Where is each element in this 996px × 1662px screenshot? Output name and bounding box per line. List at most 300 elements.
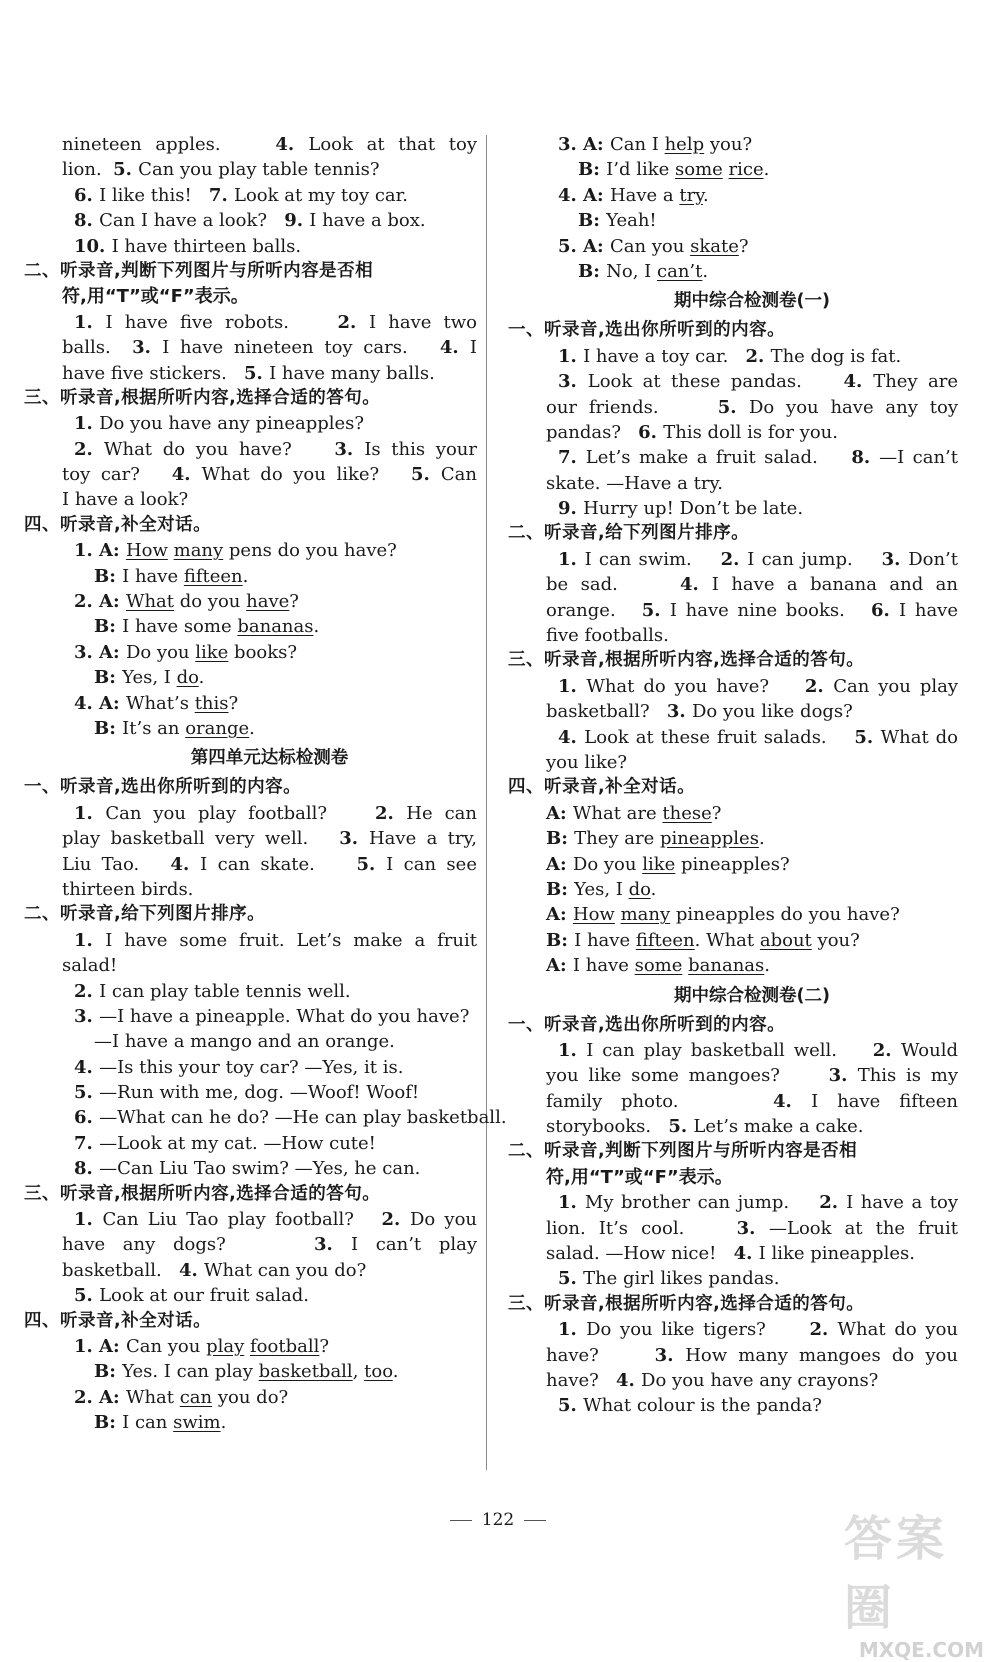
item-line	[546, 234, 958, 259]
text-line	[546, 1216, 958, 1241]
text-span: I have a banana and an	[711, 574, 958, 596]
text-span: .	[392, 1361, 399, 1383]
text-line	[62, 826, 477, 851]
text-line	[62, 1232, 477, 1257]
text-span: 期中综合检测卷(一)	[674, 291, 830, 312]
item-number: 1.	[558, 1039, 587, 1061]
item-number: 2.	[720, 548, 748, 570]
item-number: 4.	[680, 574, 712, 596]
item-line	[62, 691, 477, 716]
text-span: 四、听录音,补全对话。	[508, 777, 696, 798]
text-span: Do you have any toy	[748, 396, 958, 418]
answer-blank: try	[679, 184, 703, 206]
text-span: you like?	[546, 751, 628, 773]
text-span: lion. It’s cool.	[546, 1217, 737, 1239]
text-span: —Look at the fruit	[768, 1217, 958, 1239]
text-span: 二、听录音,给下列图片排序。	[24, 904, 266, 925]
text-span: basketball?	[546, 701, 667, 723]
text-span: I have many balls.	[269, 362, 435, 384]
item-line	[62, 979, 477, 1004]
text-span: you do?	[212, 1386, 289, 1408]
answer-blank: too	[364, 1361, 393, 1383]
text-span: 一、听录音,选出你所听到的内容。	[508, 1014, 786, 1035]
text-span: Do you have any crayons?	[641, 1369, 879, 1391]
text-span: I have nine books.	[669, 599, 871, 621]
text-span: ?	[289, 591, 299, 613]
dialog-line	[62, 1410, 477, 1435]
watermark-mark: 答案圈	[844, 1511, 949, 1636]
text-span: I’d like	[606, 159, 675, 181]
text-span: toy car?	[62, 464, 172, 486]
text-span: do you	[174, 591, 247, 613]
text-span: . What	[694, 929, 760, 951]
item-line	[62, 1105, 507, 1130]
text-line	[546, 1241, 958, 1266]
text-span: They are	[873, 371, 958, 393]
item-number: 5.	[558, 1268, 584, 1290]
text-span: I have	[574, 929, 636, 951]
test-title	[62, 741, 477, 775]
text-span: They are	[574, 828, 660, 850]
text-line	[546, 1343, 958, 1368]
text-span: What do	[880, 726, 958, 748]
text-line	[546, 1114, 958, 1139]
text-line	[546, 750, 958, 775]
text-span: ,	[352, 1361, 365, 1383]
text-span: Can	[440, 464, 477, 486]
item-line	[62, 1283, 477, 1308]
text-span: He can	[406, 802, 477, 824]
item-number: 9.	[558, 498, 584, 520]
watermark-logo	[844, 1500, 984, 1662]
text-span: basketball.	[62, 1259, 179, 1281]
item-number: 6.	[638, 421, 664, 443]
text-span: Let’s make a cake.	[693, 1116, 864, 1138]
item-number: 2.	[337, 311, 369, 333]
item-number: 1.	[558, 345, 584, 367]
text-span: I like this!	[99, 184, 209, 206]
dialog-line	[62, 564, 477, 589]
text-span: 二、听录音,给下列图片排序。	[508, 523, 750, 544]
item-number: 3.	[314, 1234, 352, 1256]
item-number: 4.	[74, 1056, 100, 1078]
text-span: Can you play football?	[105, 802, 375, 824]
item-line	[546, 132, 958, 157]
text-span: I have	[572, 955, 635, 977]
text-line	[546, 395, 958, 420]
text-span: —I can’t	[879, 447, 958, 469]
section-heading	[508, 1292, 958, 1317]
text-span: 三、听录音,根据所听内容,选择合适的答句。	[508, 1293, 865, 1314]
item-number: 3. A:	[558, 134, 610, 155]
section-heading	[508, 1013, 958, 1038]
text-line	[546, 1165, 958, 1190]
dialog-line	[62, 1359, 477, 1384]
item-number: 1.	[74, 802, 106, 824]
item-number: 3.	[736, 1217, 769, 1239]
text-span: I have a box.	[309, 210, 426, 232]
text-span: I have some	[122, 616, 238, 638]
text-span: Do you	[409, 1209, 477, 1231]
answer-blank: some	[675, 159, 723, 181]
text-line	[546, 1089, 958, 1114]
text-line	[546, 801, 958, 826]
item-line	[62, 1131, 477, 1156]
answer-blank: do	[176, 667, 199, 689]
answer-blank: many	[620, 904, 671, 926]
text-line	[546, 877, 958, 902]
text-span: family photo.	[546, 1090, 773, 1112]
text-span: Do you have any pineapples?	[99, 413, 365, 435]
text-line	[546, 725, 958, 750]
text-span: storybooks.	[546, 1116, 669, 1138]
text-line	[546, 623, 958, 648]
text-span: .	[313, 616, 320, 638]
answer-blank: basketball	[258, 1361, 353, 1383]
text-span: I have two	[369, 311, 477, 333]
text-line	[546, 1368, 958, 1393]
text-span: —I have a mango and an orange.	[94, 1031, 395, 1053]
item-line	[546, 183, 958, 208]
item-line	[62, 208, 477, 233]
text-span: My brother can jump.	[584, 1192, 820, 1214]
text-line	[546, 902, 958, 927]
text-span: .	[650, 878, 657, 900]
item-line	[62, 183, 477, 208]
text-span: I have some fruit. Let’s make a fruit	[105, 929, 477, 951]
answer-blank: can	[179, 1386, 213, 1408]
text-line	[62, 801, 477, 826]
text-line	[546, 1038, 958, 1063]
text-span: I have thirteen balls.	[111, 235, 302, 257]
item-line	[546, 496, 958, 521]
text-span: I have nineteen toy cars.	[162, 337, 440, 359]
text-line	[62, 953, 477, 978]
answer-blank: bananas	[237, 616, 314, 638]
text-span: .	[198, 667, 205, 689]
item-number: 1.	[558, 548, 585, 570]
text-line	[546, 1190, 958, 1215]
item-number: 2.	[381, 1209, 410, 1231]
text-span: I have a toy car.	[583, 345, 746, 367]
item-number: 8.	[851, 447, 880, 469]
item-number: B:	[546, 828, 575, 850]
item-number: 6.	[74, 1107, 100, 1129]
text-span: 第四单元达标检测卷	[190, 748, 349, 769]
left-column	[24, 132, 507, 1436]
text-span: The dog is fat.	[770, 345, 902, 367]
text-span: I can see	[386, 853, 477, 875]
text-span: be sad.	[546, 574, 680, 596]
text-span: I like pineapples.	[758, 1243, 915, 1265]
text-span: I have five robots.	[105, 311, 338, 333]
item-line	[62, 1080, 477, 1105]
item-number: 8.	[74, 210, 100, 232]
item-number: 5.	[668, 1116, 694, 1138]
text-span: I can play table tennis well.	[99, 980, 351, 1002]
text-span: Yeah!	[606, 210, 657, 232]
text-span: skate. —Have a try.	[546, 472, 723, 494]
item-number: 2. A:	[74, 1386, 126, 1408]
answer-blank: football	[250, 1335, 320, 1357]
text-span: I can	[122, 1412, 174, 1434]
text-span: you?	[704, 134, 753, 155]
answer-blank: fifteen	[183, 565, 243, 587]
text-span: I can play basketball well.	[586, 1039, 873, 1061]
item-number: 3.	[881, 548, 909, 570]
item-number: 2.	[74, 980, 100, 1002]
text-line	[62, 437, 477, 462]
text-span: Do you like dogs?	[691, 701, 853, 723]
answer-blank: do	[628, 878, 651, 900]
text-line	[62, 1258, 477, 1283]
text-span: —Can Liu Tao swim? —Yes, he can.	[99, 1158, 421, 1180]
item-number: 4.	[170, 853, 201, 875]
test-title	[546, 979, 958, 1013]
item-number: 1.	[74, 413, 100, 435]
text-span: Can you	[609, 235, 691, 257]
dialog-line	[62, 665, 477, 690]
answer-blank: many	[173, 540, 224, 562]
text-span: Can you play	[833, 675, 958, 697]
text-line	[62, 335, 477, 360]
section-heading	[24, 902, 477, 927]
answer-blank: What	[125, 591, 174, 613]
item-number: 6.	[870, 599, 900, 621]
item-number: B:	[546, 878, 575, 900]
dialog-line	[62, 614, 477, 639]
item-number: 5.	[74, 1082, 100, 1104]
text-span: orange.	[546, 599, 642, 621]
test-title	[546, 284, 958, 318]
text-span: Can you play table tennis?	[138, 159, 380, 181]
text-span: have?	[546, 1344, 655, 1366]
text-line	[546, 420, 958, 445]
text-line	[62, 157, 477, 182]
dialog-line	[62, 716, 477, 741]
column-divider	[486, 135, 487, 1470]
item-number: 4.	[171, 464, 202, 486]
text-span: .	[764, 955, 770, 977]
answer-blank: about	[759, 929, 812, 951]
text-span: —I have a pineapple. What do you have?	[99, 1005, 470, 1027]
text-span: What do you	[837, 1319, 958, 1341]
text-line	[546, 445, 958, 470]
dialog-line	[546, 157, 958, 182]
item-number: 3.	[654, 1344, 686, 1366]
item-line	[62, 1334, 477, 1359]
item-line	[62, 1055, 477, 1080]
item-number: A:	[546, 853, 573, 875]
item-line	[62, 411, 477, 436]
text-span: Yes, I	[122, 667, 177, 689]
text-span: Yes, I	[574, 878, 629, 900]
text-span: Do you	[572, 853, 643, 875]
text-span: This is my	[857, 1065, 958, 1087]
text-span: Can Liu Tao play football?	[102, 1209, 382, 1231]
item-number: 1.	[558, 675, 587, 697]
text-span: five footballs.	[546, 625, 669, 647]
text-line	[62, 487, 477, 512]
answer-blank: rice	[728, 159, 764, 181]
item-number: 1.	[74, 311, 106, 333]
text-span: nineteen apples.	[62, 134, 276, 155]
right-column	[508, 132, 958, 1419]
item-number: 4.	[275, 134, 309, 155]
item-line	[62, 1385, 477, 1410]
text-span: No, I	[606, 260, 657, 282]
answer-blank: fifteen	[635, 929, 695, 951]
item-line	[546, 1266, 958, 1291]
item-number: 9.	[284, 210, 310, 232]
item-line	[62, 1156, 477, 1181]
dialog-line	[546, 259, 958, 284]
text-span: pandas?	[546, 421, 639, 443]
text-line	[62, 361, 477, 386]
item-number: 4. A:	[74, 692, 126, 714]
text-span: Can I	[609, 134, 665, 155]
text-span: 一、听录音,选出你所听到的内容。	[24, 777, 302, 798]
text-line	[62, 852, 477, 877]
item-number: 2. A:	[74, 591, 126, 613]
text-span: .	[758, 828, 765, 850]
item-number: 7.	[74, 1132, 100, 1154]
item-number: 1.	[558, 1319, 587, 1341]
text-span: I have a look?	[62, 489, 189, 511]
item-line	[62, 234, 477, 259]
text-span: I can’t play	[351, 1234, 477, 1256]
text-span: Let’s make a fruit salad.	[585, 447, 852, 469]
text-span: .	[702, 260, 709, 282]
text-span: Look at these fruit salads.	[584, 726, 855, 748]
answer-blank: How	[572, 904, 615, 926]
text-span: Can you	[125, 1335, 207, 1357]
text-line	[546, 826, 958, 851]
item-line	[62, 589, 477, 614]
item-number: 2.	[374, 802, 407, 824]
text-line	[546, 598, 958, 623]
text-line	[62, 877, 477, 902]
text-span: you like some mangoes?	[546, 1065, 829, 1087]
text-span: Look at my toy car.	[233, 184, 409, 206]
item-number: 6.	[74, 184, 100, 206]
text-span: Have a	[609, 184, 680, 206]
text-span: —What can he do? —He can play basketball.	[99, 1107, 507, 1129]
item-number: 4.	[733, 1243, 759, 1265]
text-span: I have	[122, 565, 184, 587]
text-span: lion.	[62, 159, 114, 181]
text-span: I	[469, 337, 477, 359]
item-number: 5.	[717, 396, 749, 418]
item-line	[546, 1393, 958, 1418]
item-number: B:	[578, 159, 607, 181]
item-number: 5.	[113, 159, 139, 181]
item-number: 3.	[74, 1005, 100, 1027]
text-span: ?	[319, 1335, 329, 1357]
text-span: What do you have?	[103, 438, 335, 460]
text-span: salad. —How nice!	[546, 1243, 734, 1265]
answer-blank: like	[195, 641, 229, 663]
text-span: —Look at my cat. —How cute!	[99, 1132, 376, 1154]
text-span: 三、听录音,根据所听内容,选择合适的答句。	[508, 650, 865, 671]
text-span: How many mangoes do you	[685, 1344, 958, 1366]
text-span: I have fifteen	[811, 1090, 958, 1112]
text-span: I have a toy	[846, 1192, 958, 1214]
answer-blank: pineapples	[659, 828, 759, 850]
answer-blank: skate	[690, 235, 739, 257]
section-heading	[24, 1182, 477, 1207]
answer-blank: bananas	[688, 955, 765, 977]
item-number: A:	[546, 802, 573, 824]
item-line	[62, 538, 477, 563]
section-heading	[508, 318, 958, 343]
dialog-line	[546, 208, 958, 233]
text-span: pineapples do you have?	[670, 904, 900, 926]
text-span: 四、听录音,补全对话。	[24, 514, 212, 535]
text-span: What’s	[125, 692, 195, 714]
text-span: Look at our fruit salad.	[99, 1285, 310, 1307]
text-span: 三、听录音,根据所听内容,选择合适的答句。	[24, 387, 381, 408]
text-span: our friends.	[546, 396, 718, 418]
page-number-dash-left	[450, 1520, 472, 1521]
item-number: 5. A:	[558, 235, 610, 257]
answer-blank: help	[664, 134, 705, 155]
section-heading	[508, 1139, 958, 1164]
item-number: 5.	[244, 362, 270, 384]
answer-blank: How	[125, 540, 168, 562]
section-heading	[508, 775, 958, 800]
text-span: .	[220, 1412, 227, 1434]
text-span: 四、听录音,补全对话。	[24, 1310, 212, 1331]
text-span: 一、听录音,选出你所听到的内容。	[508, 320, 786, 341]
text-span: What colour is the panda?	[583, 1395, 822, 1417]
item-line	[62, 1004, 477, 1029]
text-span: have?	[546, 1369, 616, 1391]
text-line	[546, 953, 958, 978]
text-span: This doll is for you.	[663, 421, 838, 443]
item-number: 3.	[558, 371, 588, 393]
text-span: 符,用“T”或“F”表示。	[546, 1166, 733, 1188]
item-number: 7.	[208, 184, 234, 206]
page-number-text: 122	[481, 1510, 515, 1530]
section-heading	[24, 513, 477, 538]
item-number: 4. A:	[558, 184, 610, 206]
section-heading	[24, 259, 477, 284]
item-number: 3. A:	[74, 641, 126, 663]
text-span: What do you like?	[201, 464, 411, 486]
text-span: .	[703, 184, 709, 206]
item-number: 3.	[828, 1065, 858, 1087]
text-span: 期中综合检测卷(二)	[674, 985, 830, 1006]
item-number: 5.	[356, 853, 387, 875]
answer-blank: like	[642, 853, 676, 875]
text-span: —Run with me, dog. —Woof! Woof!	[99, 1082, 420, 1104]
text-span: 三、听录音,根据所听内容,选择合适的答句。	[24, 1183, 381, 1204]
text-span: I have	[899, 599, 958, 621]
text-line	[546, 572, 958, 597]
text-span: play basketball very well.	[62, 828, 340, 850]
item-number: 4.	[772, 1090, 812, 1112]
item-number: 2.	[872, 1039, 901, 1061]
answer-blank: some	[634, 955, 683, 977]
text-span: Don’t	[908, 548, 958, 570]
answer-blank: have	[246, 591, 290, 613]
section-heading	[24, 775, 477, 800]
item-number: 5.	[410, 464, 441, 486]
item-number: 5.	[854, 726, 881, 748]
item-number: B:	[94, 616, 123, 638]
answer-blank: can’t	[657, 260, 703, 282]
